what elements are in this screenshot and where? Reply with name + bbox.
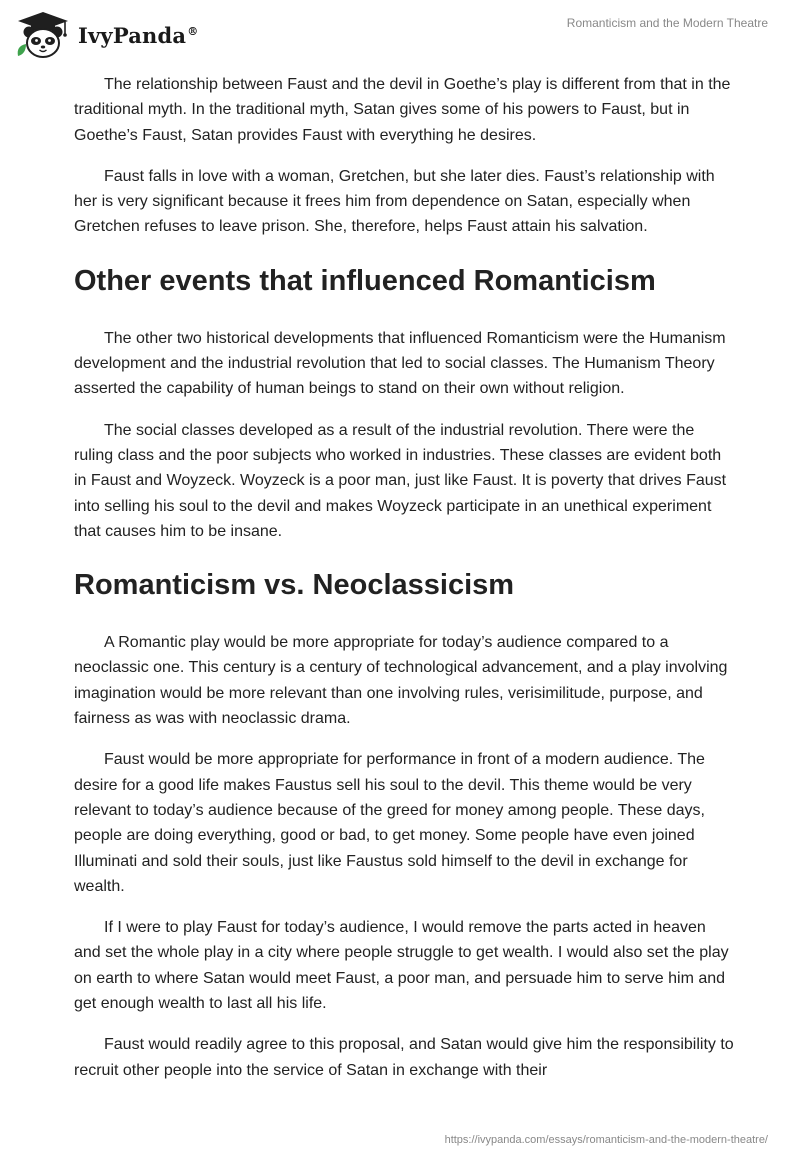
paragraph: If I were to play Faust for today’s audience, I would remove the parts acted in heaven and set the whole play in a city where people struggle to get wealth. I would also set the play on earth to where Satan would meet Faust, a poor man, and persuade him to serve him and get enough wealth to last all his life.: [74, 919, 729, 1013]
paragraph: Faust would be more appropriate for performance in front of a modern audience. The desire for a good life makes Faustus sell his soul to the devil. This theme would be very relevant to today’s audience because of the greed for money among people. These days, people are doing everything, good or bad, to get money. Some people have even joined Illuminati and sold their souls, just like Faustus sold himself to the devil in exchange for wealth.: [74, 751, 705, 895]
brand-name: IvyPanda®: [78, 22, 199, 48]
paragraph: The relationship between Faust and the devil in Goethe’s play is different from that in the traditional myth. In the traditional myth, Satan gives some of his powers to Faust, but in Goethe’s Faust, Satan provides Faust with everything he desires.: [74, 76, 731, 144]
essay-body: [74, 72, 734, 1099]
paragraph: A Romantic play would be more appropriate for today’s audience compared to a neoclassic one. This century is a century of technological advancement, and a play involving imagination would be more relevant than one involving rules, verisimilitude, purpose, and fairness as was with neoclassic drama.: [74, 634, 728, 728]
panda-graduate-icon: [14, 10, 72, 60]
ivypanda-logo[interactable]: [14, 10, 198, 60]
page-header: [0, 0, 800, 70]
source-url[interactable]: https://ivypanda.com/essays/romanticism-and-the-modern-theatre/: [444, 1134, 768, 1146]
document-title: Romanticism and the Modern Theatre: [566, 16, 768, 30]
section-heading: Other events that influenced Romanticism: [74, 264, 656, 297]
paragraph: The social classes developed as a result of the industrial revolution. There were the ruling class and the poor subjects who worked in industries. These classes are evident both in Faust and Woyzeck. Woyzeck is a poor man, just like Faust. It is poverty that drives Faust into selling his soul to the devil and makes Woyzeck participate in an unethical experiment that causes him to be insane.: [74, 421, 727, 540]
section-heading: Romanticism vs. Neoclassicism: [74, 569, 515, 602]
paragraph: Faust would readily agree to this proposal, and Satan would give him the responsibility to recruit other people into the service of Satan in exchange with their: [74, 1036, 734, 1079]
paragraph: Faust falls in love with a woman, Gretchen, but she later dies. Faust’s relationship with her is very significant because it frees him from dependence on Satan, especially when Gretchen refuses to leave prison. She, therefore, helps Faust attain his salvation.: [74, 167, 715, 236]
paragraph: The other two historical developments that influenced Romanticism were the Humanism development and the industrial revolution that led to social classes. The Humanism Theory asserted the capability of human beings to stand on their own without religion.: [74, 329, 726, 398]
